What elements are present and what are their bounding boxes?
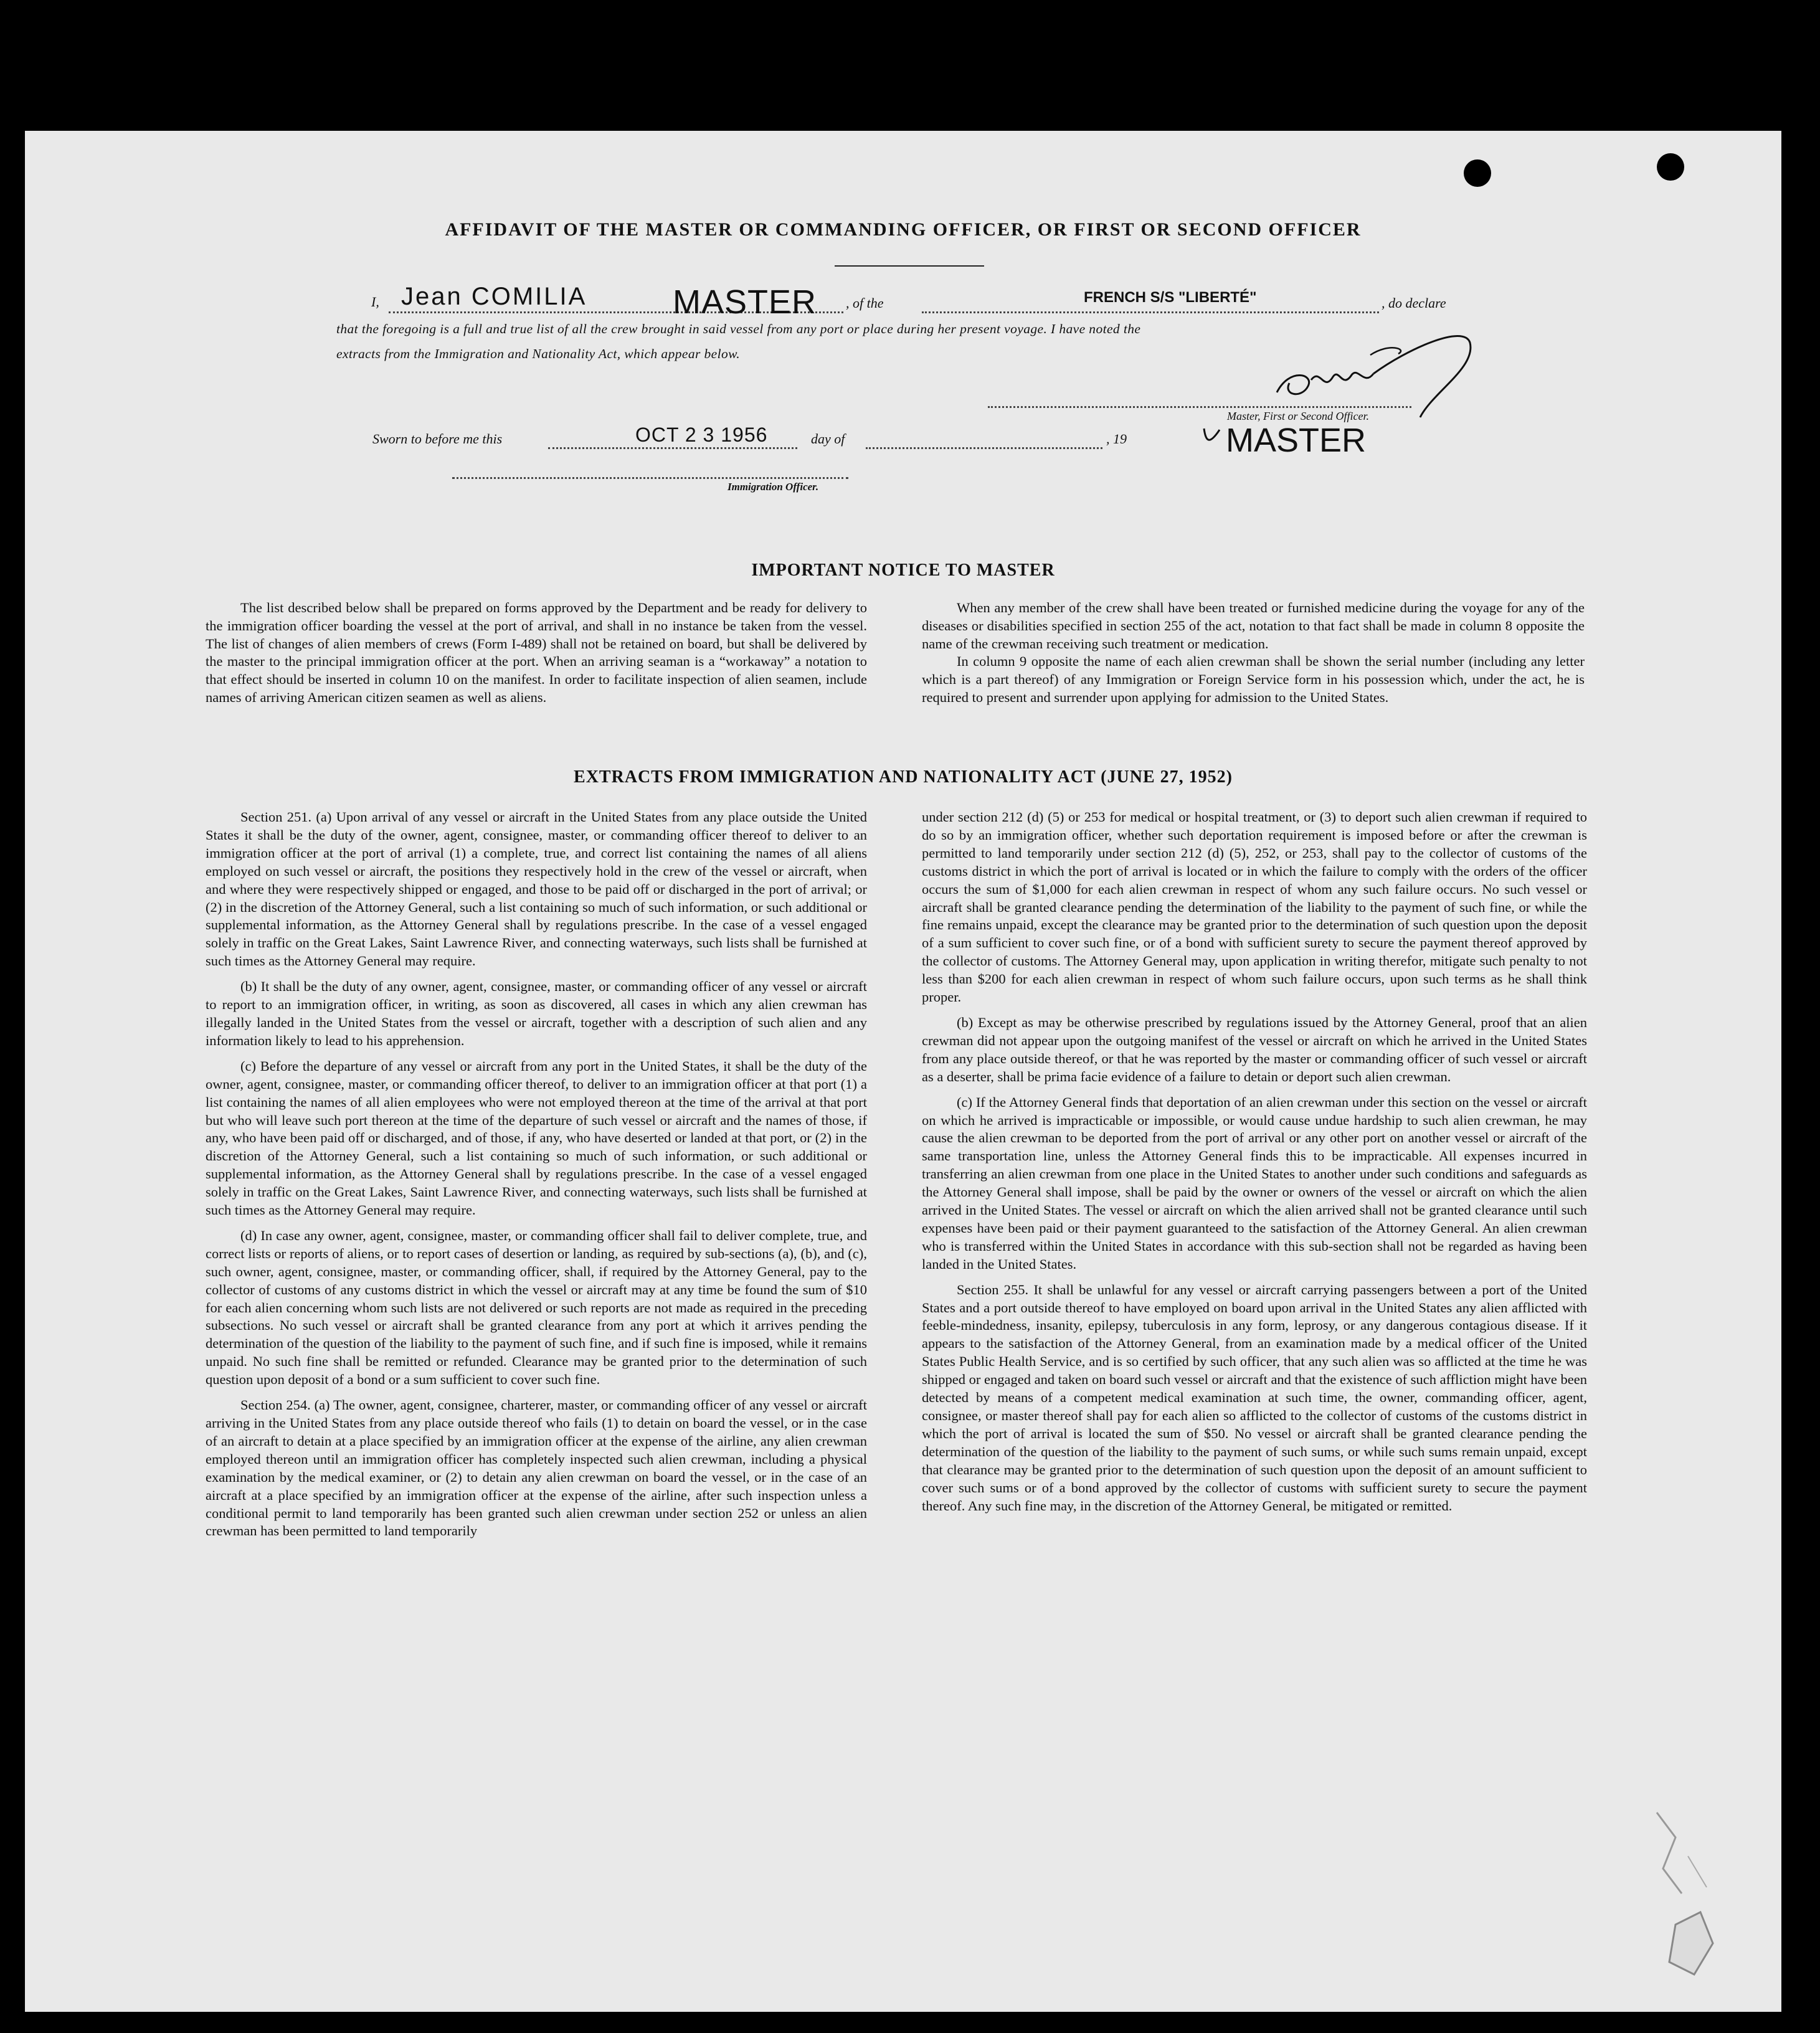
affidavit-line-3: extracts from the Immigration and Nationality Act, which appear below. bbox=[336, 346, 741, 361]
vessel-field: FRENCH S/S "LIBERTÉ" bbox=[1084, 289, 1257, 306]
signature-line bbox=[988, 406, 1411, 408]
sworn-date-line bbox=[548, 447, 797, 449]
name-field: Jean COMILIA bbox=[401, 283, 587, 310]
officer-line bbox=[452, 477, 848, 479]
signer-label: Master, First or Second Officer. bbox=[1227, 410, 1369, 422]
officer-label: Immigration Officer. bbox=[728, 481, 819, 493]
day-of-label: day of bbox=[811, 431, 845, 447]
affidavit-title: AFFIDAVIT OF THE MASTER OR COMMANDING OFFICER, OR FIRST OR SECOND OFFICER bbox=[445, 219, 1362, 240]
extracts-title: EXTRACTS FROM IMMIGRATION AND NATIONALITY ACT (JUNE 27, 1952) bbox=[574, 767, 1233, 787]
signer-stamp: MASTER bbox=[1226, 422, 1367, 459]
sworn-date-stamp: OCT 2 3 1956 bbox=[635, 424, 768, 446]
sworn-label: Sworn to before me this bbox=[372, 431, 503, 447]
section-251-b: (b) It shall be the duty of any owner, agent, consignee, master, or commanding officer of any vessel or aircraft to report to an immigration officer, in writing, as soon as discovered, all cases in which any alien crewman has illegally landed in the United States from the vessel or aircraft, together with a description of such alien and any information likely to lead to his apprehension. bbox=[206, 979, 867, 1048]
punch-hole-right bbox=[1657, 153, 1684, 181]
vessel-line bbox=[922, 311, 1379, 313]
notice-right-paragraph-1: When any member of the crew shall have been treated or furnished medicine during the voyage for any of the diseases or disabilities specified in section 255 of the act, notation to that fact shall be made in column 8 opposite the name of the crewman receiving such treatment or medication. bbox=[922, 600, 1585, 652]
section-254-c: (c) If the Attorney General finds that deportation of an alien crewman under this section on the vessel or aircraft on which he arrived is impracticable or impossible, or would cause undue hardship to such alien crewman, he may cause the alien crewman to be deported from the port of arrival or any other port on another vessel or aircraft of the same transportation line, unless the Attorney General finds this to be impracticable. All expenses incurred in transferring an alien crewman from one place in the United States to another under such conditions and safeguards as the Attorney General shall impose, shall be paid by the owner or owners of the vessel or aircraft on which the alien arrived in the United States. The vessel or aircraft on which the alien arrived shall not be granted clearance until such expenses have been paid or their payment guaranteed to the satisfaction of the Attorney General. An alien crewman who is transferred within the United States in accordance with this sub-section shall not be regarded as having been landed in the United States. bbox=[922, 1094, 1587, 1272]
affidavit-prefix: I, bbox=[371, 294, 379, 310]
section-251-a: Section 251. (a) Upon arrival of any vessel or aircraft in the United States from any place outside the United States it shall be the duty of the owner, agent, consignee, master, or commanding officer thereof to deliver to an immigration officer at the port of arrival (1) a complete, true, and correct list containing the names of all aliens employed on such vessel or aircraft, the positions they respectively hold in the crew of the vessel or aircraft, when and where they were respectively shipped or engaged, and those to be paid off or discharged in the port of arrival; or (2) in the discretion of the Attorney General, such a list containing so much of such information, or such additional or supplemental information, as the Attorney General shall by regulations prescribe. In the case of a vessel engaged solely in traffic on the Great Lakes, Saint Lawrence River, and connecting waterways, such lists shall be furnished at such times as the Attorney General may require. bbox=[206, 809, 867, 969]
document-page bbox=[25, 131, 1781, 2012]
notice-right-column bbox=[922, 599, 1585, 713]
do-declare-label: , do declare bbox=[1382, 295, 1446, 311]
section-254-a-continued: under section 212 (d) (5) or 253 for medical or hospital treatment, or (3) to deport such alien crewman if required to do so by an immigration officer, whether such deportation requirement is imposed before or after the crewman is permitted to land temporarily under section 212 (d) (5), 252, or 253, shall pay to the collector of customs of the customs district in which the port of arrival is located or in which the failure to comply with the orders of the officer occurs the sum of $1,000 for each alien crewman in respect of whom any such failure occurs. No such vessel or aircraft shall be granted clearance pending the determination of the liability to the payment of such fine, or while the fine remains unpaid, except the clearance may be granted prior to the determination of such question upon the deposit of a sum sufficient to cover such fine, or of a bond with sufficient surety to secure the payment thereof approved by the collector of customs. The Attorney General may, upon application in writing therefor, mitigate such penalty to not less than $200 for each alien crewman in respect of whom such failure occurs, upon such terms as he shall think proper. bbox=[922, 809, 1587, 1005]
notice-title: IMPORTANT NOTICE TO MASTER bbox=[751, 561, 1055, 580]
section-251-c: (c) Before the departure of any vessel or aircraft from any port in the United States, it shall be the duty of the owner, agent, consignee, master, or commanding officer thereof, to deliver to an immigration officer at that port (1) a list containing the names of all alien employees who were not employed thereon at the time of the arrival at that port but who will leave such port thereon at the time of the departure of such vessel or aircraft and the names of those, if any, who have been paid off or discharged, and of those, if any, who have deserted or landed at that port, or (2) in the discretion of the Attorney General, such a list containing so much of such information, or such additional or supplemental information, as the Attorney General shall by regulations prescribe. In the case of a vessel engaged solely in traffic on the Great Lakes, Saint Lawrence River, and connecting waterways, such lists shall be furnished at such times as the Attorney General may require. bbox=[206, 1058, 867, 1218]
punch-hole-left bbox=[1464, 159, 1491, 187]
of-the-label: , of the bbox=[846, 295, 884, 311]
affidavit-line-2: that the foregoing is a full and true list of all the crew brought in said vessel from any port or place during her present voyage. I have noted the bbox=[336, 321, 1141, 336]
month-line bbox=[866, 447, 1102, 449]
rank-field: MASTER bbox=[673, 283, 817, 321]
section-254-a-start: Section 254. (a) The owner, agent, consignee, charterer, master, or commanding officer of any vessel or aircraft arriving in the United States from any place outside thereof who fails (1) to detain on board the vessel, or in the case of an aircraft to detain at a place specified by an immigration officer at the expense of the airline, any alien crewman employed thereon until an immigration officer has completely inspected such alien crewman, including a physical examination by the medical examiner, or (2) to detain any alien crewman on board the vessel, or in the case of an aircraft at a place specified by an immigration officer at the expense of the airline, after such inspection unless a conditional permit to land temporarily has been granted such alien crewman under section 252 or unless an alien crewman has been permitted to land temporarily bbox=[206, 1397, 867, 1539]
section-254-b: (b) Except as may be otherwise prescribed by regulations issued by the Attorney General, proof that an alien crewman did not appear upon the outgoing manifest of the vessel or aircraft on which he arrived in the United States from any place outside thereof, or that he was reported by the master or commanding officer of such vessel or aircraft as a deserter, shall be prima facie evidence of a failure to detain or deport such alien crewman. bbox=[922, 1014, 1587, 1084]
title-underline bbox=[835, 265, 984, 267]
notice-left-column bbox=[206, 599, 867, 713]
year-prefix: , 19 bbox=[1106, 431, 1127, 447]
section-255: Section 255. It shall be unlawful for any vessel or aircraft carrying passengers between a port of the United States and a port outside thereof to have employed on board upon arrival in the United States any alien afflicted with feeble-mindedness, insanity, epilepsy, tuberculosis in any form, leprosy, or any dangerous contagious disease. If it appears to the satisfaction of the Attorney General, from an examination made by a medical officer of the United States Public Health Service, and is so certified by such officer, that any such alien was so afflicted at the time he was shipped or engaged and taken on board such vessel or aircraft and that the existence of such affliction might have been detected by means of a competent medical examination at such time, the owner, commanding officer, agent, consignee, or master thereof shall pay for each alien so afflicted to the collector of customs of the customs district in which the port of arrival is located the sum of $50. No vessel or aircraft shall be granted clearance pending the determination of the question of the liability to the payment of such sums, or while such sums remain unpaid, except that clearance may be granted prior to the determination of such question upon the deposit of an amount sufficient to cover such sums or of a bond approved by the collector of customs with sufficient surety to secure the payment thereof. Any such fine may, in the discretion of the Attorney General, be mitigated or remitted. bbox=[922, 1281, 1587, 1514]
notice-right-paragraph-2: In column 9 opposite the name of each alien crewman shall be shown the serial number (including any letter which is a part thereof) of any Immigration or Foreign Service form in his possession which, under the act, he is required to present and surrender upon applying for admission to the United States. bbox=[922, 653, 1585, 705]
section-251-d: (d) In case any owner, agent, consignee, master, or commanding officer shall fail to deliver complete, true, and correct lists or reports of aliens, or to report cases of desertion or landing, as required by sub-sections (a), (b), and (c), such owner, agent, consignee, master, or commanding officer, shall, if required by the Attorney General, pay to the collector of customs of any customs district in which the vessel or aircraft may at any time be found the sum of $10 for each alien concerning whom such lists are not delivered or such reports are not made as required in the preceding subsections. No such vessel or aircraft shall be granted clearance from any port at which it arrives pending the determination of the question of the liability to the payment of such fine, and if such fine is imposed, while it remains unpaid. No such fine shall be remitted or refunded. Clearance may be granted prior to the determination of such question upon deposit of a bond or a sum sufficient to cover such fine. bbox=[206, 1227, 867, 1388]
extracts-right-column bbox=[922, 808, 1587, 1522]
notice-left-paragraph: The list described below shall be prepared on forms approved by the Department and be ready for delivery to the immigration officer boarding the vessel at the port of arrival, and shall in no instance be taken from the vessel. The list of changes of alien members of crews (Form I-489) shall not be retained on board, but shall be delivered by the master to the principal immigration officer at the port. When an arriving seaman is a “workaway” a notation to that effect should be inserted in column 10 on the manifest. In order to facilitate inspection of alien seamen, include names of arriving American citizen seamen as well as aliens. bbox=[206, 600, 867, 705]
torn-corner-marks bbox=[1619, 1800, 1744, 1999]
initial-mark bbox=[1201, 424, 1226, 448]
extracts-left-column bbox=[206, 808, 867, 1548]
